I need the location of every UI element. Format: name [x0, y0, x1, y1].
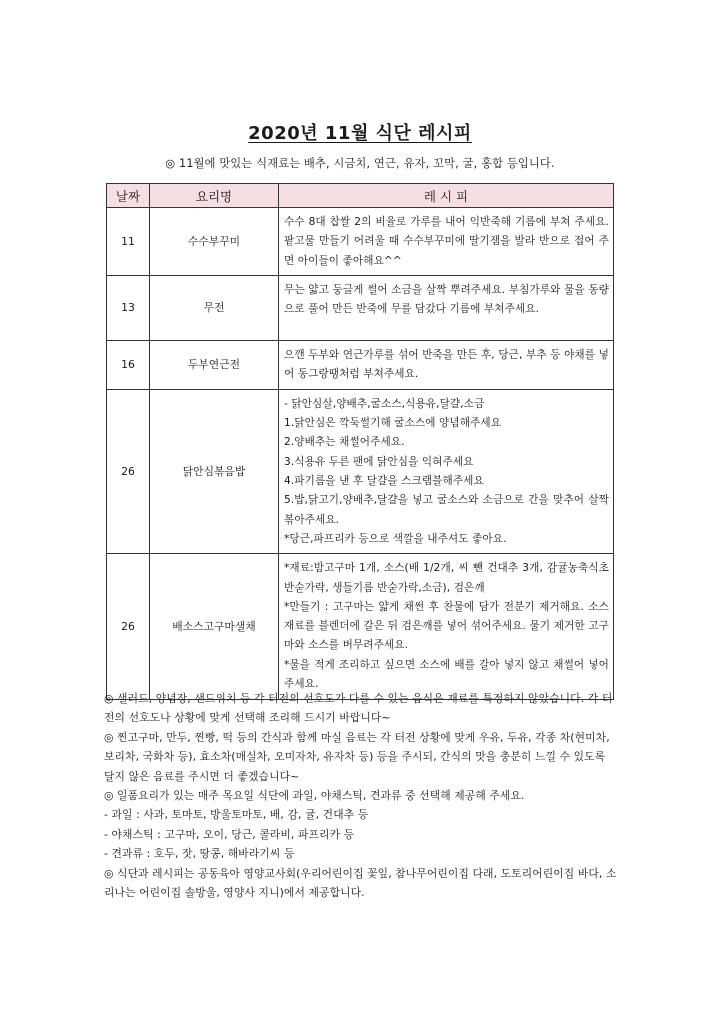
note-list-item: - 견과류 : 호두, 잣, 땅콩, 해바라기씨 등	[104, 847, 295, 861]
page-title: 2020년 11월 식단 레시피	[248, 123, 472, 144]
recipe-line: 3.식용유 두른 팬에 닭안심을 익혀주세요	[284, 455, 474, 468]
table-row	[107, 208, 614, 276]
table-row	[107, 340, 614, 389]
row-recipe: 으깬 두부와 연근가루를 섞어 반죽을 만든 후, 당근, 부추 등 야채를 넣어 동그랑땡처럼 부쳐주세요.	[279, 340, 614, 389]
row-date: 13	[107, 275, 150, 340]
header-date: 날짜	[107, 184, 150, 208]
header-recipe: 레 시 피	[279, 184, 614, 208]
table-row	[107, 554, 614, 700]
recipe-line: *물을 적게 조리하고 싶으면 소스에 배를 갈아 넣지 않고 채썰어 넣어주세요.	[284, 658, 609, 691]
row-recipe	[279, 554, 614, 700]
row-recipe: 무는 얇고 둥글게 썰어 소금을 살짝 뿌려주세요. 부침가루와 물을 동량으로 풀어 만든 반죽에 무를 담갔다 기름에 부쳐주세요.	[279, 275, 614, 340]
row-dish-name: 두부연근전	[150, 340, 279, 389]
notes-section	[104, 689, 618, 902]
row-date: 26	[107, 389, 150, 553]
recipe-line: *만들기 : 고구마는 얇게 채썬 후 찬물에 담가 전분기 제거해요. 소스 재료를 블렌더에 갈은 뒤 검은깨를 넣어 섞어주세요. 물기 제거한 고구마와 소스를 버무려주세요.	[284, 600, 609, 652]
table-row	[107, 389, 614, 553]
row-dish-name: 수수부꾸미	[150, 208, 279, 276]
recipe-line: 2.양배추는 채썰어주세요.	[284, 436, 405, 449]
recipe-line: 1.닭안심은 깍둑썰기해 굴소스에 양념해주세요	[284, 417, 502, 430]
note-paragraph: ◎ 찐고구마, 만두, 찐빵, 떡 등의 간식과 함께 마실 음료는 각 터전 상황에 맞게 우유, 두유, 각종 차(현미차, 보리차, 국화차 등), 효소차(매실차, 오미자차, 유자차 등) 등을 주시되, 간식의 맛을 충분히 느낄 수 있도록 달지 않은 음료를 주시면 더 좋겠습니다~	[104, 730, 610, 783]
note-list-item: - 야채스틱 : 고구마, 오이, 당근, 콜라비, 파프리카 등	[104, 827, 355, 841]
note-list-item: - 과일 : 사과, 토마토, 방울토마토, 배, 감, 귤, 건대추 등	[104, 808, 369, 822]
row-dish-name: 배소스고구마샐채	[150, 554, 279, 700]
recipe-table	[106, 183, 614, 700]
row-date: 11	[107, 208, 150, 276]
row-recipe: 수수 8대 찹쌀 2의 비율로 가루를 내어 익반죽해 기름에 부쳐 주세요. 팥고물 만들기 어려울 때 수수부꾸미에 딸기잼을 발라 반으로 접어 주면 아이들이 좋아해요^^	[279, 208, 614, 276]
row-recipe	[279, 389, 614, 553]
recipe-line: 5.밥,닭고기,양배추,달걀을 넣고 굴소스와 소금으로 간을 맞추어 살짝 볶아주세요.	[284, 494, 609, 526]
header-dish-name: 요리명	[150, 184, 279, 208]
row-date: 16	[107, 340, 150, 389]
table-header-row	[107, 184, 614, 208]
recipe-line: 4.파기름을 낸 후 달걀을 스크램블해주세요	[284, 475, 484, 488]
row-dish-name: 닭안심볶음밥	[150, 389, 279, 553]
note-paragraph: ◎ 일품요리가 있는 매주 목요일 식단에 과일, 야채스틱, 견과류 중 선택해 제공해 주세요.	[104, 789, 525, 803]
recipe-line: *당근,파프리카 등으로 색깔을 내주셔도 좋아요.	[284, 532, 507, 545]
row-date: 26	[107, 554, 150, 700]
recipe-line: *재료:밤고구마 1개, 소스(배 1/2개, 씨 뺀 건대추 3개, 감귤농축식초 반숟가락, 생들기름 반숟가락,소금), 검은깨	[284, 562, 609, 594]
recipe-line: - 닭안심살,양배추,굴소스,식용유,달걀,소금	[284, 397, 485, 410]
note-paragraph: ◎ 샐러드, 양념장, 샌드위치 등 각 터전의 선호도가 다를 수 있는 음식은 재료를 특정하지 않았습니다. 각 터전의 선호도나 상황에 맞게 선택해 조리해 드시기 바랍니다~	[104, 692, 613, 725]
note-paragraph: ◎ 식단과 레시피는 공동육아 영양교사회(우리어린이집 꽃잎, 참나무어린이집 다래, 도토리어린이집 바다, 소리나는 어린이집 솔방울, 영양사 지니)에서 제공합니다.	[104, 866, 617, 900]
intro-text: ◎ 11월에 맛있는 식재료는 배추, 시금치, 연근, 유자, 꼬막, 굴, 홍합 등입니다.	[165, 157, 555, 170]
table-row	[107, 275, 614, 340]
row-dish-name: 무전	[150, 275, 279, 340]
